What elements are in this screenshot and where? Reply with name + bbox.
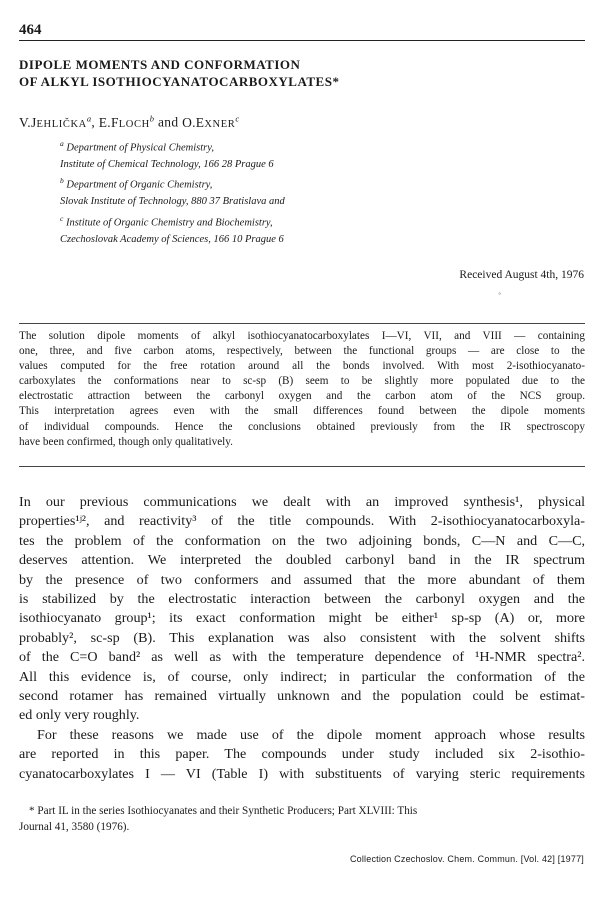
abstract-top-rule <box>19 323 585 324</box>
body-line: cyanatocarboxylates I — VI (Table I) with substituents of varying steric requirements <box>19 765 585 782</box>
author-2: E.FLOCH$^b$ <box>98 113 155 130</box>
header-rule <box>19 40 585 41</box>
author-list: V.JEHLIČKA$^a$, E.FLOCH$^b$ and O.EXNER$^c$ <box>19 113 240 130</box>
title-line-2: OF ALKYL ISOTHIOCYANATOCARBOXYLATES* <box>19 74 340 89</box>
abstract-line: have been confirmed, though only qualitatively. <box>19 435 233 448</box>
affiliation-c-line-2: Czechoslovak Academy of Sciences, 166 10 Prague 6 <box>60 233 284 245</box>
affiliations <box>60 136 480 248</box>
footnote-line: * Part IL in the series Isothiocyanates and their Synthetic Producers; Part XLVIII: This <box>29 805 418 817</box>
affiliation-b-line-2: Slovak Institute of Technology, 880 37 Bratislava and <box>60 196 285 208</box>
abstract-line: electrostatic attraction between the carbonyl oxygen and the carbon atom of the NCS group. <box>19 390 585 403</box>
title-line-1: DIPOLE MOMENTS AND CONFORMATION <box>19 57 301 72</box>
received-date: Received August 4th, 1976 <box>459 269 584 281</box>
body-line: All this evidence is, of course, only indirect; in particular the conformation of the <box>19 668 585 685</box>
affiliation-a-line-1: $^a$ Department of Physical Chemistry, <box>60 139 214 154</box>
body-line: ed only very roughly. <box>19 707 140 724</box>
body-line: In our previous communications we dealt with an improved synthesis¹, physical <box>19 494 585 510</box>
body-line: by the presence of two conformers and assumed that the more abundant of them <box>19 571 585 588</box>
footnote-line: Journal 41, 3580 (1976). <box>19 821 130 833</box>
affiliation-a-line-2: Institute of Chemical Technology, 166 28 Prague 6 <box>60 158 274 170</box>
abstract-line: one, three, and five carbon atoms, respectively, between the functional groups — are close to the <box>19 345 585 358</box>
affiliation-c-line-1: $^c$ Institute of Organic Chemistry and Biochemistry, <box>60 213 273 229</box>
page-number: 464 <box>19 22 42 38</box>
scan-speck: ˚ <box>498 292 502 303</box>
author-3: O.EXNER$^c$ <box>182 113 240 130</box>
body-line: isothiocyanato group¹; its exact conformation might be either¹ sp-sp (A) or, more <box>19 610 585 627</box>
journal-footer: Collection Czechoslov. Chem. Commun. [Vol. 42] [1977] <box>349 854 584 864</box>
body-line: are reported in this paper. The compounds under study included six 2-isothio- <box>19 746 585 763</box>
abstract-line: values computed for the free rotation around all the bonds involved. With most 2-isothiocyanato- <box>19 360 585 373</box>
abstract <box>19 329 585 450</box>
body-line: probably², sc-sp (B). This explanation was also consistent with the solvent shifts <box>19 629 585 646</box>
body-line: For these reasons we made use of the dipole moment approach whose results <box>37 726 585 743</box>
body-line: is stabilized by the electrostatic interaction between the carbonyl oxygen and the <box>19 591 585 608</box>
body-text <box>19 493 585 784</box>
body-line: properties¹ʲ², and reactivity³ of the title compounds. With 2-isothiocyanatocarboxyla- <box>19 513 585 530</box>
abstract-line: This interpretation agrees even with the small differences found between the dipole moments <box>19 405 585 418</box>
abstract-line: of individual compounds. Hence the conclusions obtained previously from the IR spectroscopy <box>19 420 585 433</box>
abstract-bottom-rule <box>19 466 585 467</box>
body-line: deserves attention. We interpreted the doubled carbonyl band in the IR spectrum <box>19 552 585 569</box>
body-line: of the C=O band² as well as with the temperature dependence of ¹H-NMR spectra². <box>19 649 585 666</box>
footnote <box>19 803 585 835</box>
affiliation-b-line-1: $^b$ Department of Organic Chemistry, <box>60 176 213 191</box>
abstract-line: carboxylates the conformations near to sc-sp (B) seem to be slightly more populated due to the <box>19 375 585 388</box>
body-line: tes the problem of the conformation on the two adjoining bonds, C—N and C—C, <box>19 532 585 549</box>
body-line: second rotamer has remained virtually unknown and the population could be estimat- <box>19 688 585 705</box>
author-1: V.JEHLIČKA$^a$ <box>19 113 92 130</box>
article-title <box>19 56 585 90</box>
abstract-line: The solution dipole moments of alkyl isothiocyanatocarboxylates I—VI, VII, and VIII — containing <box>19 330 585 342</box>
